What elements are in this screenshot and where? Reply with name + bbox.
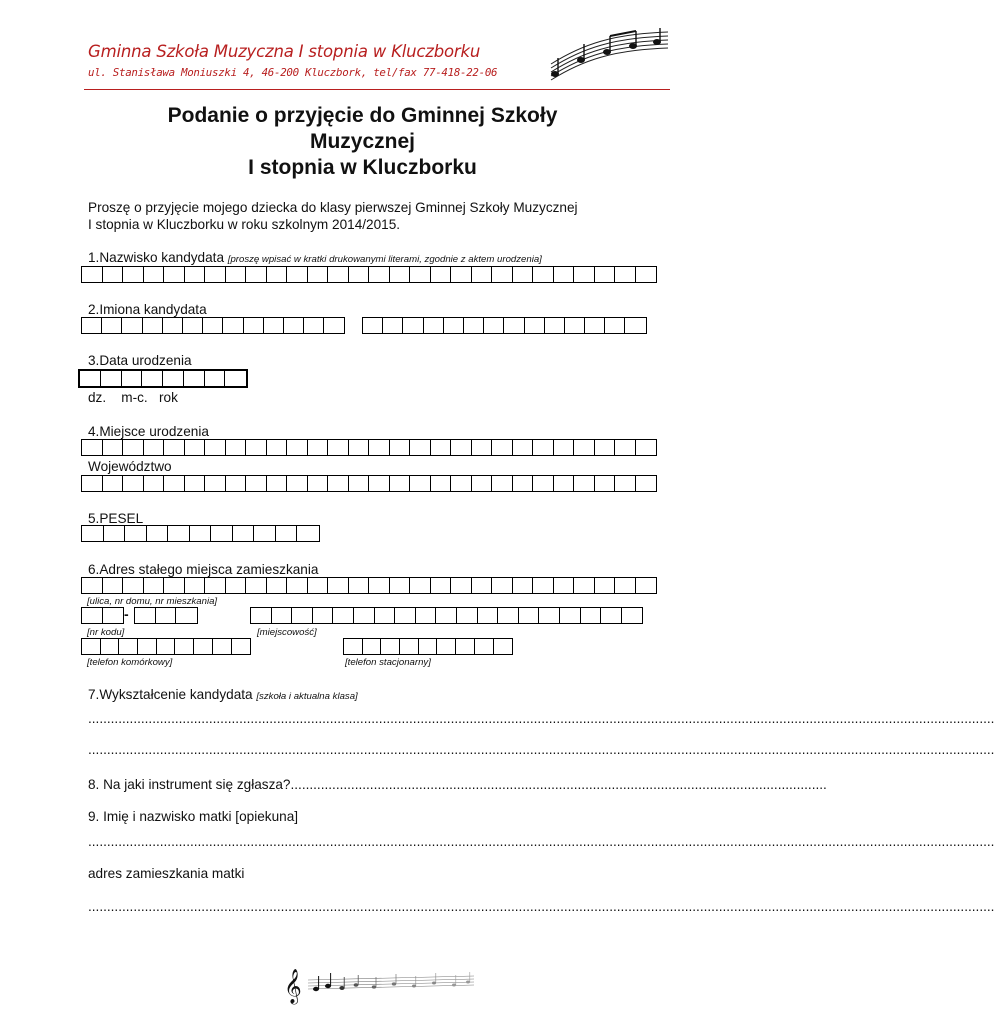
- letter-box[interactable]: [287, 476, 308, 491]
- letter-box[interactable]: [168, 526, 190, 541]
- letter-box[interactable]: [82, 267, 103, 282]
- letter-box[interactable]: [519, 608, 540, 623]
- treble-clef-notes-icon: [278, 962, 478, 1002]
- letter-box[interactable]: [123, 267, 144, 282]
- letter-box[interactable]: [205, 578, 226, 593]
- address-label: 6.Adres stałego miejsca zamieszkania: [88, 562, 319, 577]
- letter-box[interactable]: [431, 476, 452, 491]
- letter-box[interactable]: [82, 578, 103, 593]
- letter-box[interactable]: [143, 318, 163, 333]
- education-line-2[interactable]: [88, 742, 640, 757]
- letter-box[interactable]: [101, 371, 122, 386]
- letter-box[interactable]: [349, 267, 370, 282]
- letter-box[interactable]: [344, 639, 363, 654]
- letter-box[interactable]: [492, 578, 513, 593]
- letter-box[interactable]: [205, 371, 226, 386]
- letter-box[interactable]: [390, 440, 411, 455]
- form-title-line3: I stopnia w Kluczborku: [248, 156, 477, 179]
- letter-box[interactable]: [225, 371, 246, 386]
- letter-box[interactable]: [328, 476, 349, 491]
- letter-box[interactable]: [424, 318, 444, 333]
- letter-box[interactable]: [601, 608, 622, 623]
- letter-box[interactable]: [147, 526, 169, 541]
- letter-box[interactable]: [615, 440, 636, 455]
- landline-hint: [telefon stacjonarny]: [345, 657, 431, 668]
- letter-box[interactable]: [595, 440, 616, 455]
- letter-box[interactable]: [104, 526, 126, 541]
- letter-box[interactable]: [304, 318, 324, 333]
- surname-boxes[interactable]: [81, 266, 657, 283]
- form-title-line2: Muzycznej: [309, 130, 416, 153]
- letter-box[interactable]: [369, 476, 390, 491]
- letter-box[interactable]: [560, 608, 581, 623]
- letter-box[interactable]: [144, 476, 165, 491]
- letter-box[interactable]: [545, 318, 565, 333]
- letter-box[interactable]: [403, 318, 423, 333]
- letter-box[interactable]: [484, 318, 504, 333]
- letter-box[interactable]: [554, 267, 575, 282]
- letter-box[interactable]: [103, 440, 124, 455]
- letter-box[interactable]: [349, 476, 370, 491]
- letter-box[interactable]: [533, 578, 554, 593]
- letter-box[interactable]: [82, 476, 103, 491]
- education-line-1[interactable]: [88, 711, 640, 726]
- letter-box[interactable]: [308, 578, 329, 593]
- letter-box[interactable]: [284, 318, 304, 333]
- letter-box[interactable]: [205, 267, 226, 282]
- pesel-label: 5.PESEL: [88, 511, 144, 526]
- header-divider: [84, 89, 670, 90]
- letter-box[interactable]: [363, 639, 382, 654]
- letter-box[interactable]: [226, 578, 247, 593]
- letter-box[interactable]: [82, 318, 102, 333]
- letter-box[interactable]: [308, 267, 329, 282]
- letter-box[interactable]: [381, 639, 400, 654]
- letter-box[interactable]: [324, 318, 344, 333]
- letter-box[interactable]: [175, 639, 194, 654]
- letter-box[interactable]: [636, 476, 657, 491]
- letter-box[interactable]: [436, 608, 457, 623]
- letter-box[interactable]: [492, 476, 513, 491]
- letter-box[interactable]: [246, 476, 267, 491]
- letter-box[interactable]: [595, 267, 616, 282]
- letter-box[interactable]: [184, 371, 205, 386]
- letter-box[interactable]: [144, 578, 165, 593]
- letter-box[interactable]: [190, 526, 212, 541]
- letter-box[interactable]: [478, 608, 499, 623]
- letter-box[interactable]: [456, 639, 475, 654]
- letter-box[interactable]: [349, 440, 370, 455]
- letter-box[interactable]: [431, 440, 452, 455]
- mother-address-line[interactable]: [88, 899, 640, 914]
- intro-line2: I stopnia w Kluczborku w roku szkolnym 2014/2015.: [88, 217, 401, 232]
- letter-box[interactable]: [498, 608, 519, 623]
- letter-box[interactable]: [472, 578, 493, 593]
- letter-box[interactable]: [595, 476, 616, 491]
- letter-box[interactable]: [287, 578, 308, 593]
- postcode-hint: [nr kodu]: [87, 627, 125, 638]
- letter-box[interactable]: [410, 476, 431, 491]
- letter-box[interactable]: [328, 267, 349, 282]
- letter-box[interactable]: [223, 318, 243, 333]
- letter-box[interactable]: [185, 578, 206, 593]
- letter-box[interactable]: [101, 639, 120, 654]
- letter-box[interactable]: [533, 476, 554, 491]
- street-hint: [ulica, nr domu, nr mieszkania]: [87, 596, 218, 607]
- letter-box[interactable]: [451, 267, 472, 282]
- letter-box[interactable]: [226, 440, 247, 455]
- letter-box[interactable]: [142, 371, 163, 386]
- letter-box[interactable]: [457, 608, 478, 623]
- letter-box[interactable]: [308, 476, 329, 491]
- letter-box[interactable]: [595, 578, 616, 593]
- letter-box[interactable]: [211, 526, 233, 541]
- letter-box[interactable]: [80, 371, 101, 386]
- letter-box[interactable]: [82, 526, 104, 541]
- letter-box[interactable]: [254, 526, 276, 541]
- letter-box[interactable]: [292, 608, 313, 623]
- education-hint: [szkoła i aktualna klasa]: [256, 691, 358, 702]
- letter-box[interactable]: [82, 440, 103, 455]
- letter-box[interactable]: [574, 578, 595, 593]
- mother-name-line[interactable]: [88, 834, 640, 849]
- letter-box[interactable]: [328, 578, 349, 593]
- letter-box[interactable]: [472, 440, 493, 455]
- letter-box[interactable]: [419, 639, 438, 654]
- letter-box[interactable]: [164, 440, 185, 455]
- school-address: ul. Stanisława Moniuszki 4, 46-200 Kluczbork, tel/fax 77-418-22-06: [88, 66, 498, 79]
- letter-box[interactable]: [163, 318, 183, 333]
- birthdate-parts: dz. m-c. rok: [88, 390, 178, 405]
- mother-label: 9. Imię i nazwisko matki [opiekuna]: [88, 809, 299, 824]
- letter-box[interactable]: [615, 476, 636, 491]
- letter-box[interactable]: [226, 476, 247, 491]
- letter-box[interactable]: [472, 476, 493, 491]
- letter-box[interactable]: [333, 608, 354, 623]
- letter-box[interactable]: [185, 476, 206, 491]
- letter-box[interactable]: [565, 318, 585, 333]
- letter-box[interactable]: [164, 267, 185, 282]
- letter-box[interactable]: [513, 267, 534, 282]
- letter-box[interactable]: [513, 578, 534, 593]
- names-label: 2.Imiona kandydata: [88, 302, 207, 317]
- letter-box[interactable]: [164, 476, 185, 491]
- mother-address-label: adres zamieszkania matki: [88, 866, 245, 881]
- letter-box[interactable]: [410, 440, 431, 455]
- letter-box[interactable]: [328, 440, 349, 455]
- surname-hint: [proszę wpisać w kratki drukowanymi literami, zgodnie z aktem urodzenia]: [227, 254, 542, 265]
- postcode-suffix-boxes[interactable]: [134, 607, 198, 624]
- letter-box[interactable]: [363, 318, 383, 333]
- letter-box[interactable]: [513, 476, 534, 491]
- letter-box[interactable]: [437, 639, 456, 654]
- letter-box[interactable]: [276, 526, 298, 541]
- letter-box[interactable]: [533, 267, 554, 282]
- education-label-row: [88, 686, 358, 705]
- letter-box[interactable]: [176, 608, 197, 623]
- letter-box[interactable]: [122, 318, 142, 333]
- letter-box[interactable]: [574, 267, 595, 282]
- letter-box[interactable]: [494, 639, 513, 654]
- letter-box[interactable]: [123, 440, 144, 455]
- letter-box[interactable]: [615, 267, 636, 282]
- letter-box[interactable]: [390, 476, 411, 491]
- letter-box[interactable]: [574, 476, 595, 491]
- letter-box[interactable]: [226, 267, 247, 282]
- letter-box[interactable]: [451, 440, 472, 455]
- letter-box[interactable]: [410, 267, 431, 282]
- letter-box[interactable]: [383, 318, 403, 333]
- form-title-line1: Podanie o przyjęcie do Gminnej Szkoły: [167, 104, 558, 127]
- letter-box[interactable]: [125, 526, 147, 541]
- letter-box[interactable]: [267, 476, 288, 491]
- letter-box[interactable]: [444, 318, 464, 333]
- letter-box[interactable]: [287, 267, 308, 282]
- letter-box[interactable]: [213, 639, 232, 654]
- letter-box[interactable]: [625, 318, 645, 333]
- birthplace-label: 4.Miejsce urodzenia: [88, 424, 209, 439]
- letterhead: [88, 42, 497, 79]
- letter-box[interactable]: [185, 440, 206, 455]
- letter-box[interactable]: [464, 318, 484, 333]
- birthdate-label: 3.Data urodzenia: [88, 353, 192, 368]
- education-label: 7.Wykształcenie kandydata: [88, 687, 253, 702]
- letter-box[interactable]: [539, 608, 560, 623]
- letter-box[interactable]: [205, 476, 226, 491]
- letter-box[interactable]: [122, 371, 143, 386]
- first-name-boxes[interactable]: [81, 317, 345, 334]
- letter-box[interactable]: [157, 639, 176, 654]
- letter-box[interactable]: [636, 267, 657, 282]
- letter-box[interactable]: [636, 440, 657, 455]
- postcode-dash: -: [124, 606, 129, 622]
- street-boxes[interactable]: [81, 577, 657, 594]
- letter-box[interactable]: [183, 318, 203, 333]
- letter-box[interactable]: [416, 608, 437, 623]
- letter-box[interactable]: [246, 578, 267, 593]
- letter-box[interactable]: [492, 267, 513, 282]
- letter-box[interactable]: [267, 440, 288, 455]
- intro-line1: Proszę o przyjęcie mojego dziecka do klasy pierwszej Gminnej Szkoły Muzycznej: [88, 200, 578, 215]
- letter-box[interactable]: [451, 476, 472, 491]
- letter-box[interactable]: [554, 476, 575, 491]
- postcode-prefix-boxes[interactable]: [81, 607, 124, 624]
- letter-box[interactable]: [246, 440, 267, 455]
- letter-box[interactable]: [400, 639, 419, 654]
- letter-box[interactable]: [233, 526, 255, 541]
- letter-box[interactable]: [163, 371, 184, 386]
- city-boxes[interactable]: [250, 607, 643, 624]
- letter-box[interactable]: [525, 318, 545, 333]
- letter-box[interactable]: [390, 267, 411, 282]
- letter-box[interactable]: [554, 440, 575, 455]
- letter-box[interactable]: [156, 608, 177, 623]
- letter-box[interactable]: [135, 608, 156, 623]
- letter-box[interactable]: [308, 440, 329, 455]
- letter-box[interactable]: [287, 440, 308, 455]
- letter-box[interactable]: [144, 440, 165, 455]
- instrument-row[interactable]: [88, 776, 827, 793]
- letter-box[interactable]: [504, 318, 524, 333]
- letter-box[interactable]: [475, 639, 494, 654]
- letter-box[interactable]: [264, 318, 284, 333]
- letter-box[interactable]: [472, 267, 493, 282]
- letter-box[interactable]: [267, 267, 288, 282]
- letter-box[interactable]: [82, 608, 103, 623]
- letter-box[interactable]: [205, 440, 226, 455]
- form-title: [60, 103, 665, 181]
- letter-box[interactable]: [349, 578, 370, 593]
- letter-box[interactable]: [102, 318, 122, 333]
- letter-box[interactable]: [103, 578, 124, 593]
- music-notes-icon: [543, 28, 673, 84]
- letter-box[interactable]: [82, 639, 101, 654]
- letter-box[interactable]: [375, 608, 396, 623]
- letter-box[interactable]: [574, 440, 595, 455]
- letter-box[interactable]: [513, 440, 534, 455]
- letter-box[interactable]: [123, 578, 144, 593]
- letter-box[interactable]: [194, 639, 213, 654]
- letter-box[interactable]: [138, 639, 157, 654]
- letter-box[interactable]: [605, 318, 625, 333]
- letter-box[interactable]: [246, 267, 267, 282]
- letter-box[interactable]: [554, 578, 575, 593]
- letter-box[interactable]: [622, 608, 643, 623]
- letter-box[interactable]: [390, 578, 411, 593]
- letter-box[interactable]: [164, 578, 185, 593]
- instrument-line[interactable]: ..............................................................................................................................................: [290, 777, 827, 792]
- letter-box[interactable]: [369, 578, 390, 593]
- letter-box[interactable]: [581, 608, 602, 623]
- voivodeship-boxes[interactable]: [81, 475, 657, 492]
- letter-box[interactable]: [103, 476, 124, 491]
- letter-box[interactable]: [431, 578, 452, 593]
- birthdate-boxes[interactable]: [78, 369, 248, 388]
- letter-box[interactable]: [585, 318, 605, 333]
- letter-box[interactable]: [451, 578, 472, 593]
- letter-box[interactable]: [244, 318, 264, 333]
- mobile-hint: [telefon komórkowy]: [87, 657, 173, 668]
- letter-box[interactable]: [395, 608, 416, 623]
- letter-box[interactable]: [185, 267, 206, 282]
- mobile-phone-boxes[interactable]: [81, 638, 251, 655]
- letter-box[interactable]: [103, 267, 124, 282]
- instrument-label: 8. Na jaki instrument się zgłasza?: [88, 777, 291, 792]
- letter-box[interactable]: [144, 267, 165, 282]
- letter-box[interactable]: [297, 526, 319, 541]
- letter-box[interactable]: [410, 578, 431, 593]
- voivodeship-label: Województwo: [88, 459, 172, 474]
- letter-box[interactable]: [369, 440, 390, 455]
- pesel-boxes[interactable]: [81, 525, 320, 542]
- letter-box[interactable]: [272, 608, 293, 623]
- letter-box[interactable]: [615, 578, 636, 593]
- letter-box[interactable]: [119, 639, 138, 654]
- birthplace-boxes[interactable]: [81, 439, 657, 456]
- letter-box[interactable]: [267, 578, 288, 593]
- letter-box[interactable]: [492, 440, 513, 455]
- landline-phone-boxes[interactable]: [343, 638, 513, 655]
- letter-box[interactable]: [636, 578, 657, 593]
- letter-box[interactable]: [123, 476, 144, 491]
- letter-box[interactable]: [369, 267, 390, 282]
- letter-box[interactable]: [313, 608, 334, 623]
- letter-box[interactable]: [232, 639, 251, 654]
- school-name: Gminna Szkoła Muzyczna I stopnia w Kluczborku: [88, 42, 481, 61]
- letter-box[interactable]: [431, 267, 452, 282]
- letter-box[interactable]: [533, 440, 554, 455]
- second-name-boxes[interactable]: [362, 317, 647, 334]
- surname-label: 1.Nazwisko kandydata: [88, 250, 225, 265]
- letter-box[interactable]: [203, 318, 223, 333]
- letter-box[interactable]: [251, 608, 272, 623]
- letter-box[interactable]: [103, 608, 124, 623]
- city-hint: [miejscowość]: [257, 627, 317, 638]
- letter-box[interactable]: [354, 608, 375, 623]
- svg-text:𝄞: 𝄞: [284, 969, 302, 1004]
